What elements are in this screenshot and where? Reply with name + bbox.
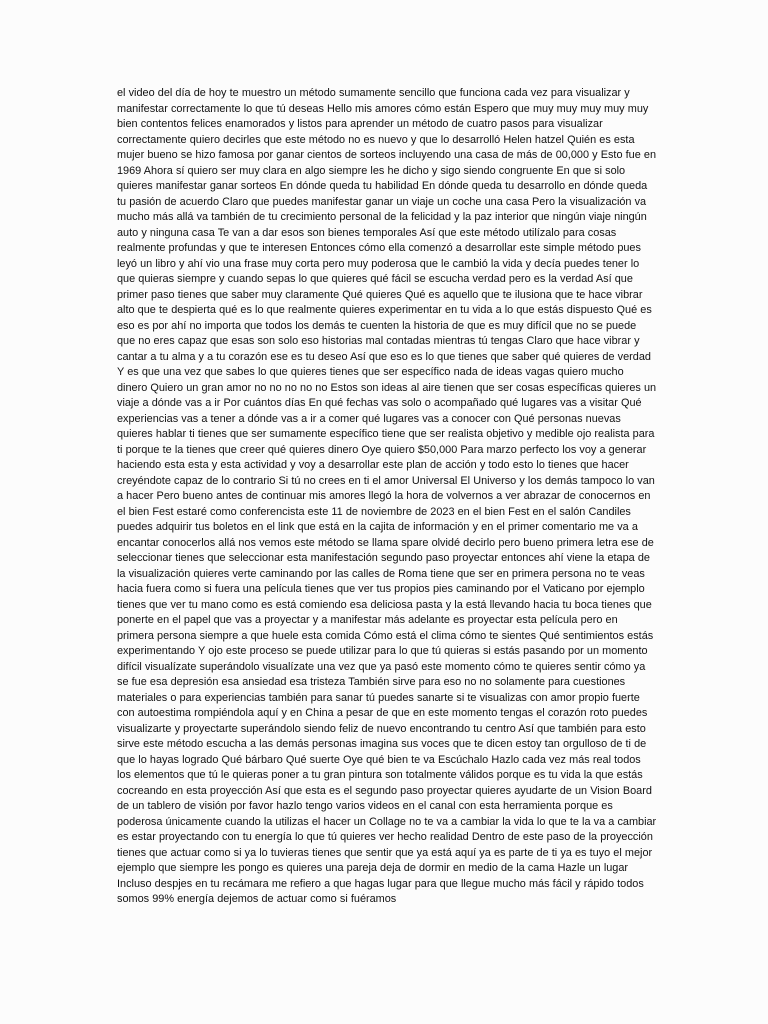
transcript-paragraph: el video del día de hoy te muestro un método sumamente sencillo que funciona cada vez para visualizar y manifestar correctamente lo que tú deseas Hello mis amores cómo están Espero que muy muy muy muy muy bien contentos felices enamorados y listos para aprender un método de cuatro pasos para visualizar correctamente quiero decirles que este método no es nuevo y que lo desarrolló Helen hatzel Quién es esta mujer bueno se hizo famosa por ganar cientos de sorteos incluyendo una casa de más de 00,000 y Esto fue en 1969 Ahora sí quiero ser muy clara en algo siempre les he dicho y sigo siendo congruente En que si solo quieres manifestar ganar sorteos En dónde queda tu habilidad En dónde queda tu desarrollo en dónde queda tu pasión de acuerdo Claro que puedes manifestar ganar un viaje un coche una casa Pero la visualización va mucho más allá va también de tu crecimiento personal de la felicidad y la paz interior que ningún viaje ningún auto y ninguna casa Te van a dar esos son bienes temporales Así que este método utilízalo para cosas realmente profundas y que te interesen Entonces cómo ella comenzó a desarrollar este simple método pues leyó un libro y ahí vio una frase muy corta pero muy poderosa que le cambió la vida y decía puedes tener lo que quieras siempre y cuando sepas lo que quieres qué fácil se escucha verdad pero es la verdad Así que primer paso tienes que saber muy claramente Qué quieres Qué es aquello que te ilusiona que te hace vibrar alto que te despierta qué es lo que realmente quieres experimentar en tu vida a lo que estás dispuesto Qué es eso es por ahí no importa que todos los demás te cuenten la historia de que es muy difícil que no se puede que no eres capaz que esas son solo eso historias mal contadas mientras tú tengas Claro que hace vibrar y cantar a tu alma y a tu corazón ese es tu deseo Así que eso es lo que tienes que saber qué quieres de verdad Y es que una vez que sabes lo que quieres tienes que ser específico nada de ideas vagas quiero mucho dinero Quiero un gran amor no no no no no Estos son ideas al aire tienen que ser cosas específicas quieres un viaje a dónde vas a ir Por cuántos días En qué fechas vas solo o acompañado qué lugares vas a visitar Qué experiencias vas a tener a dónde vas a ir a comer qué lugares vas a conocer con Qué personas nuevas quieres hablar ti tienes que ser sumamente específico tiene que ser realista objetivo y medible ojo realista para ti porque te la tienes que creer qué quieres dinero Oye quiero $50,000 Para marzo perfecto los voy a generar haciendo esta esta y esta actividad y voy a desarrollar este plan de acción y todo esto lo tienes que hacer creyéndote capaz de lo contrario Si tú no crees en ti el amor Universal El Universo y los demás tampoco lo van a hacer Pero bueno antes de continuar mis amores llegó la hora de volvernos a ver abrazar de conocernos en el bien Fest estaré como conferencista este 11 de noviembre de 2023 en el bien Fest en el salón Candiles puedes adquirir tus boletos en el link que está en la cajita de información y en el primer comentario me va a encantar conocerlos allá nos vemos este método se llama spare olvidé decirlo pero bueno primera letra ese de seleccionar tienes que seleccionar esta manifestación segundo paso proyectar entonces ahí viene la etapa de la visualización quieres verte caminando por las calles de Roma tiene que ser en primera persona no te veas hacia fuera como si fuera una película tienes que ver tus propios pies caminando por el Vaticano por ejemplo tienes que ver tu mano como es está comiendo esa deliciosa pasta y la está llevando hacia tu boca tienes que ponerte en el papel que vas a proyectar y a manifestar más adelante es proyectar esta película pero en primera persona siempre a que huele esta comida Cómo está el clima cómo te sientes Qué sentimientos estás experimentando Y ojo este proceso se puede utilizar para lo que tú quieras si estás pasando por un momento difícil visualízate superándolo visualízate una vez que ya pasó este momento cómo te quieres sentir cómo ya se fue esa depresión esa ansiedad esa tristeza También sirve para eso no no solamente para cuestiones materiales o para experiencias también para sanar tú puedes sanarte si te visualizas con amor propio fuerte con autoestima rompiéndola aquí y en China a pesar de que en este momento tengas el corazón roto puedes visualizarte y proyectarte superándolo siendo feliz de nuevo encontrando tu centro Así que también para esto sirve este método escucha a las demás personas imagina sus voces que te dicen estoy tan orgulloso de ti de que lo hayas logrado Qué bárbaro Qué suerte Oye qué bien te va Escúchalo Hazlo cada vez más real todos los elementos que tú le quieras poner a tu gran pintura son totalmente válidos porque es tu vida la que estás cocreando en esta proyección Así que esta es el segundo paso proyectar quieres ayudarte de un Vision Board de un tablero de visión por favor hazlo tengo varios videos en el canal con esta herramienta porque es poderosa únicamente cuando la utilizas el hacer un Collage no te va a cambiar la vida lo que te la va a cambiar es estar proyectando con tu energía lo que tú quieres ver hecho realidad Dentro de este paso de la proyección tienes que actuar como si ya lo tuvieras tienes que sentir que ya está aquí ya es parte de ti ya es tuyo el mejor ejemplo que siempre les pongo es quieres una pareja deja de dormir en medio de la cama Hazle un lugar Incluso despjes en tu recámara me refiero a que hagas lugar para que llegue mucho más fácil y rápido todos somos 99% energía dejemos de actuar como si fuéramos <box>117 87 657 905</box>
